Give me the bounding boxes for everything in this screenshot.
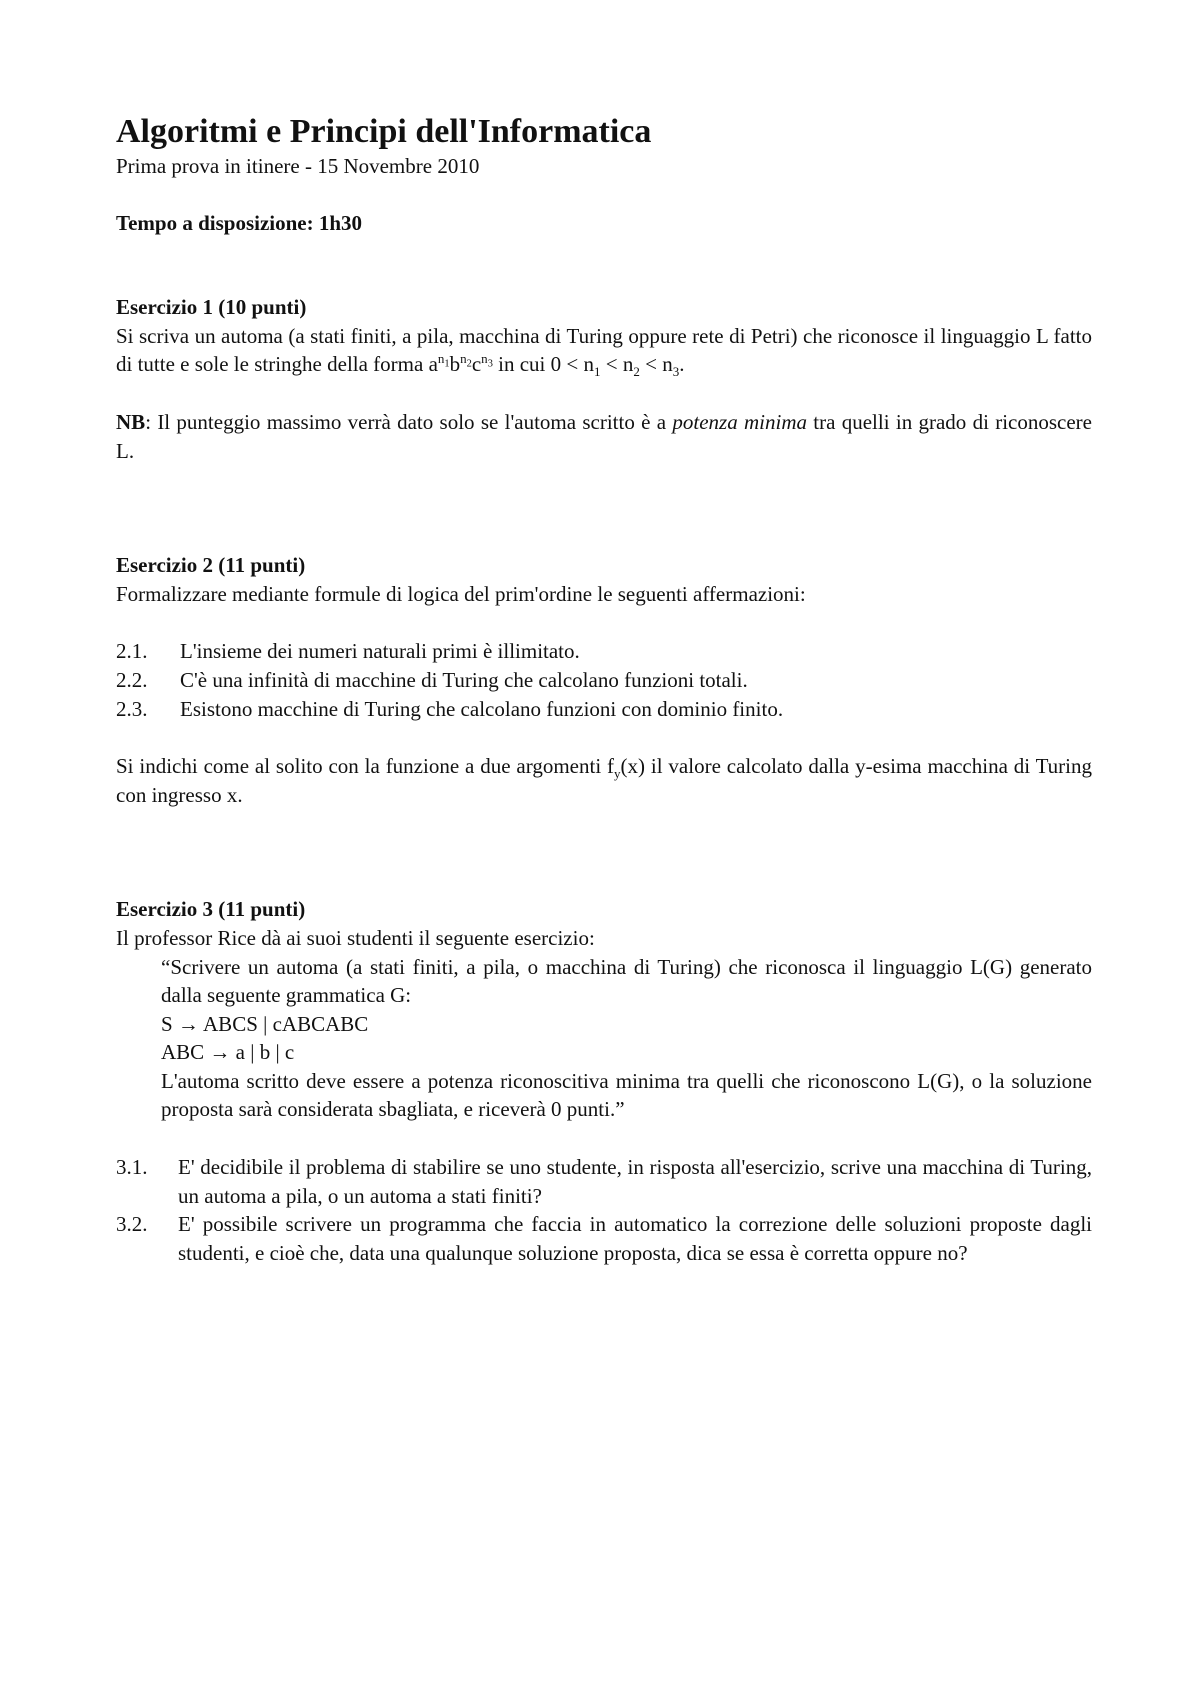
list-item	[116, 1153, 1092, 1210]
list-item	[116, 695, 1092, 724]
grammar-rule-2: ABC → a | b | c	[161, 1040, 295, 1065]
exercise-2-note: Si indichi come al solito con la funzione a due argomenti $f_y(x)$ il valore calcolato dalla y-esima macchina di Turing con ingresso x.	[116, 754, 1093, 807]
exercise-1-note: NB: Il punteggio massimo verrà dato solo se l'automa scritto è a potenza minima tra quelli in grado di riconoscere L.	[116, 409, 1092, 463]
list-item	[116, 666, 1092, 695]
nb-label: NB	[116, 409, 146, 434]
item-number: 2.2.	[116, 667, 148, 692]
quote-line-2: L'automa scritto deve essere a potenza riconoscitiva minima tra quelli che riconoscono L(G), o la soluzione proposta sarà considerata sbagliata, e riceverà 0 punti.”	[161, 1068, 1092, 1122]
item-number: 3.2.	[116, 1212, 148, 1237]
exercise-3-list	[116, 1153, 1092, 1267]
exercise-2-title: Esercizio 2 (11 punti)	[116, 553, 306, 578]
item-text: Esistono macchine di Turing che calcolano funzioni con dominio finito.	[180, 696, 784, 721]
emphasis-potenza-minima: potenza minima	[672, 409, 807, 434]
item-number: 2.1.	[116, 639, 148, 664]
item-text: C'è una infinità di macchine di Turing che calcolano funzioni totali.	[180, 667, 748, 692]
exercise-1	[116, 293, 1092, 465]
grammar-rule-1: S → ABCS | cABCABC	[161, 1011, 369, 1036]
item-text: E' possibile scrivere un programma che faccia in automatico la correzione delle soluzioni proposte dagli studenti, e cioè che, data una qualunque soluzione proposta, dica se essa è corretta oppure no?	[178, 1212, 1092, 1265]
exercise-3	[116, 895, 1092, 1267]
list-item	[116, 1210, 1092, 1267]
item-number: 2.3.	[116, 696, 148, 721]
exercise-3-quote	[161, 953, 1092, 1125]
document-title: Algoritmi e Principi dell'Informatica	[116, 113, 652, 150]
language-formula: $a^{n_1}b^{n_2}c^{n_3}$	[428, 351, 493, 377]
exercise-3-intro: Il professor Rice dà ai suoi studenti il seguente esercizio:	[116, 925, 595, 950]
item-text: E' decidibile il problema di stabilire se uno studente, in risposta all'esercizio, scrive una macchina di Turing, un automa a pila, o un automa a stati finiti?	[178, 1155, 1092, 1208]
document-subtitle: Prima prova in itinere - 15 Novembre 2010	[116, 154, 480, 178]
time-allowed: Tempo a disposizione: 1h30	[116, 210, 363, 235]
item-text: L'insieme dei numeri naturali primi è illimitato.	[180, 639, 580, 664]
exercise-2	[116, 551, 1092, 809]
exam-document	[116, 112, 1092, 1267]
exercise-1-text: Si scriva un automa (a stati finiti, a pila, macchina di Turing oppure rete di Petri) che riconosce il linguaggio L fatto di tutte e sole le stringhe della forma $a^{n_1}b^{n_2}c^{n_3}$ in cui $0 < n_1 < n_2 < n_3$.	[116, 323, 1092, 380]
exercise-1-text-a: Si scriva un automa (a stati finiti, a pila, macchina di Turing oppure rete di Petri) che riconosce il linguaggio L fatto di tutte e sole le stringhe della forma	[116, 323, 1092, 377]
item-number: 3.1.	[116, 1155, 148, 1180]
exercise-2-intro: Formalizzare mediante formule di logica del prim'ordine le seguenti affermazioni:	[116, 581, 806, 606]
quote-line-1: “Scrivere un automa (a stati finiti, a pila, o macchina di Turing) che riconosca il linguaggio L(G) generato dalla seguente grammatica G:	[161, 954, 1092, 1008]
exercise-3-title: Esercizio 3 (11 punti)	[116, 897, 306, 922]
exercise-1-title: Esercizio 1 (10 punti)	[116, 295, 307, 320]
exercise-2-list	[116, 637, 1092, 723]
list-item	[116, 637, 1092, 666]
